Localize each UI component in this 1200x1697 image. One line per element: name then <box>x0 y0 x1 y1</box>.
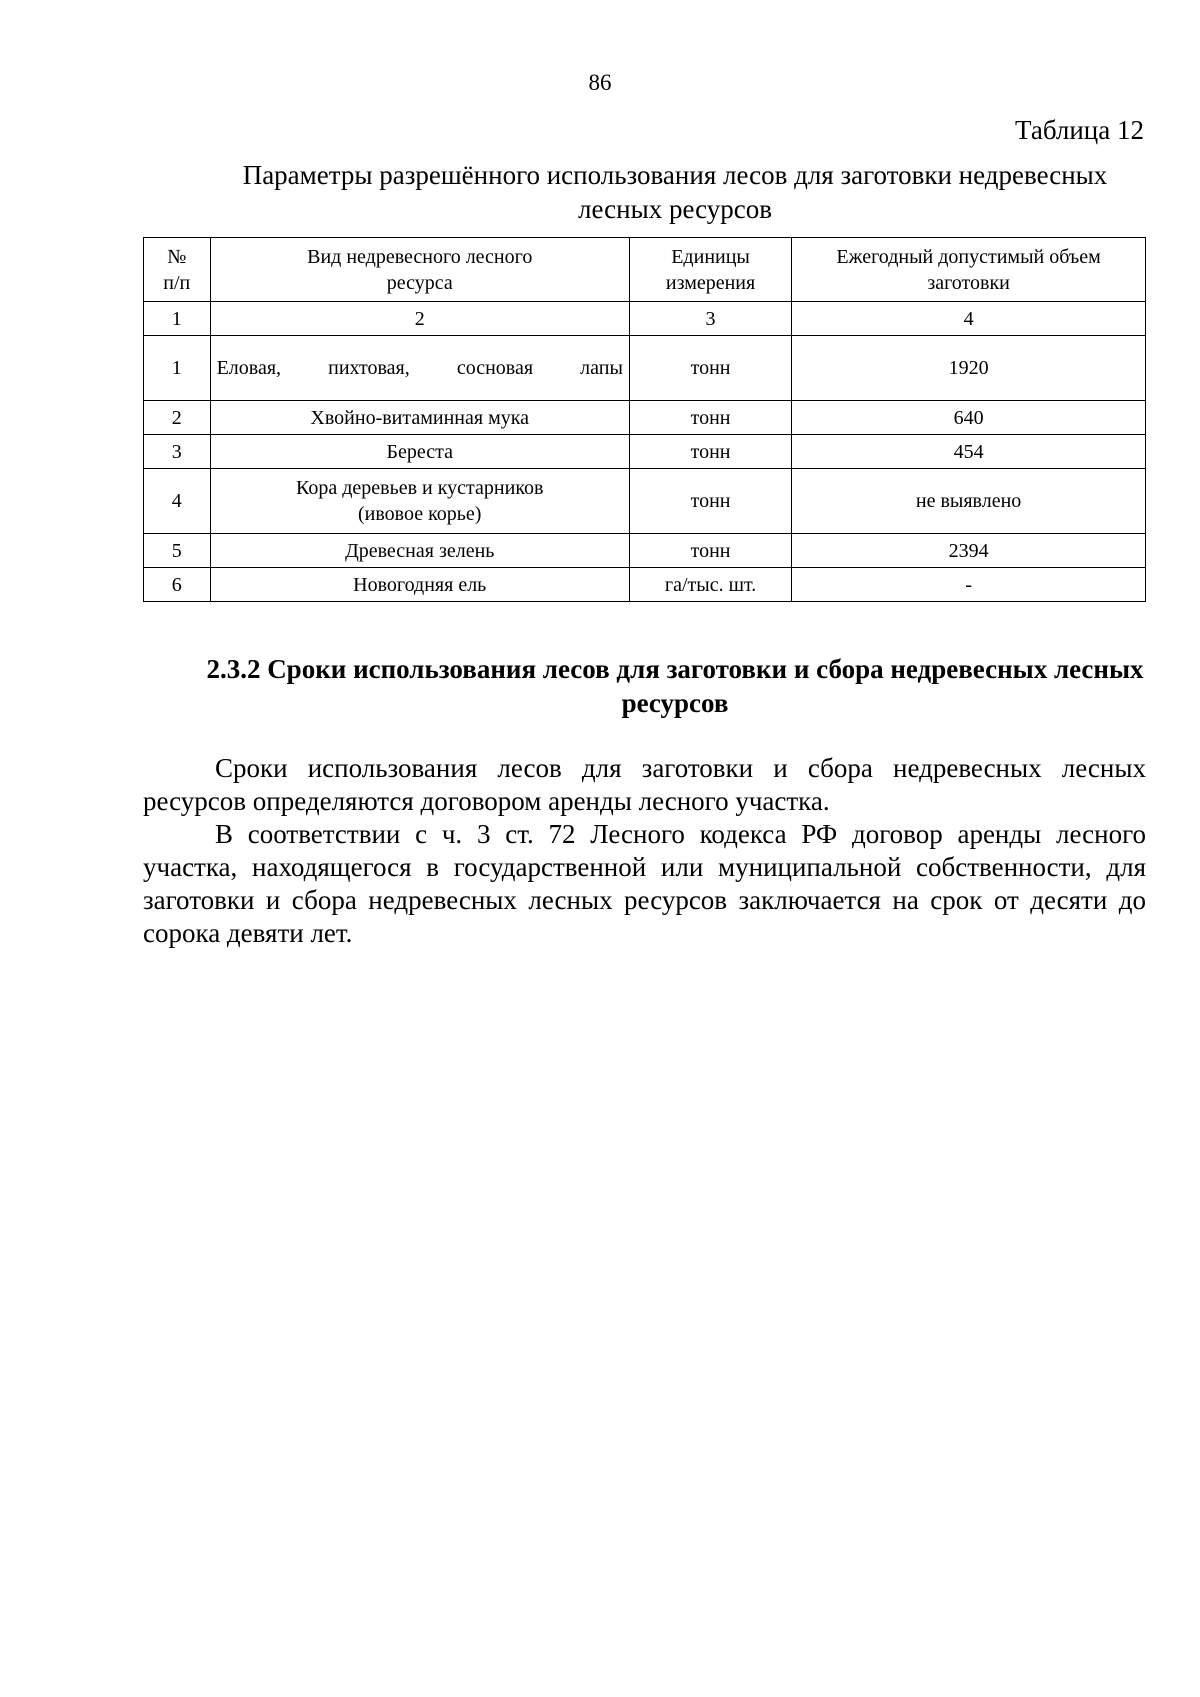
header-annual-volume: Ежегодный допустимый объем заготовки <box>792 238 1146 302</box>
row-number: 1 <box>144 336 211 401</box>
resource-type: Еловая, пихтовая, сосновая лапы <box>210 336 629 401</box>
resource-unit: тонн <box>629 469 791 534</box>
paragraph: Сроки использования лесов для заготовки и сбора недревесных лесных ресурсов определяются договором аренды лесного участка. <box>143 753 1146 816</box>
resource-volume: - <box>792 568 1146 602</box>
section-heading: 2.3.2 Сроки использования лесов для заготовки и сбора недревесных лесных ресурсов <box>206 654 1144 718</box>
table-label: Таблица 12 <box>1015 115 1144 145</box>
resource-type: Кора деревьев и кустарников (ивовое корье) <box>210 469 629 534</box>
resource-volume: не выявлено <box>792 469 1146 534</box>
table-row <box>144 435 1146 469</box>
resource-unit: тонн <box>629 336 791 401</box>
resource-type: Хвойно-витаминная мука <box>210 401 629 435</box>
section-body <box>143 752 1146 950</box>
page-number: 86 <box>588 70 612 95</box>
table-caption: Параметры разрешённого использования лесов для заготовки недревесных лесных ресурсов <box>242 160 1108 224</box>
header-resource-type: Вид недревесного лесного ресурса <box>210 238 629 302</box>
table-row <box>144 568 1146 602</box>
paragraph: В соответствии с ч. 3 ст. 72 Лесного кодекса РФ договор аренды лесного участка, находящегося в государственной или муниципальной собственности, для заготовки и сбора недревесных лесных ресурсов заключается на срок от десяти до сорока девяти лет. <box>143 819 1146 948</box>
resource-type: Древесная зелень <box>210 534 629 568</box>
column-number: 4 <box>792 302 1146 336</box>
row-number: 3 <box>144 435 211 469</box>
column-number: 3 <box>629 302 791 336</box>
column-number: 1 <box>144 302 211 336</box>
resource-volume: 1920 <box>792 336 1146 401</box>
resource-volume: 2394 <box>792 534 1146 568</box>
table-header-row <box>144 238 1146 302</box>
table-row <box>144 401 1146 435</box>
resource-unit: га/тыс. шт. <box>629 568 791 602</box>
column-number: 2 <box>210 302 629 336</box>
resource-volume: 454 <box>792 435 1146 469</box>
parameters-table <box>143 237 1146 602</box>
row-number: 5 <box>144 534 211 568</box>
row-number: 2 <box>144 401 211 435</box>
resource-unit: тонн <box>629 534 791 568</box>
column-number-row <box>144 302 1146 336</box>
table-row <box>144 469 1146 534</box>
row-number: 6 <box>144 568 211 602</box>
header-number: № п/п <box>144 238 211 302</box>
resource-type: Новогодняя ель <box>210 568 629 602</box>
header-units: Единицы измерения <box>629 238 791 302</box>
table-row <box>144 534 1146 568</box>
row-number: 4 <box>144 469 211 534</box>
resource-unit: тонн <box>629 401 791 435</box>
resource-type: Береста <box>210 435 629 469</box>
resource-unit: тонн <box>629 435 791 469</box>
resource-volume: 640 <box>792 401 1146 435</box>
table-row <box>144 336 1146 401</box>
